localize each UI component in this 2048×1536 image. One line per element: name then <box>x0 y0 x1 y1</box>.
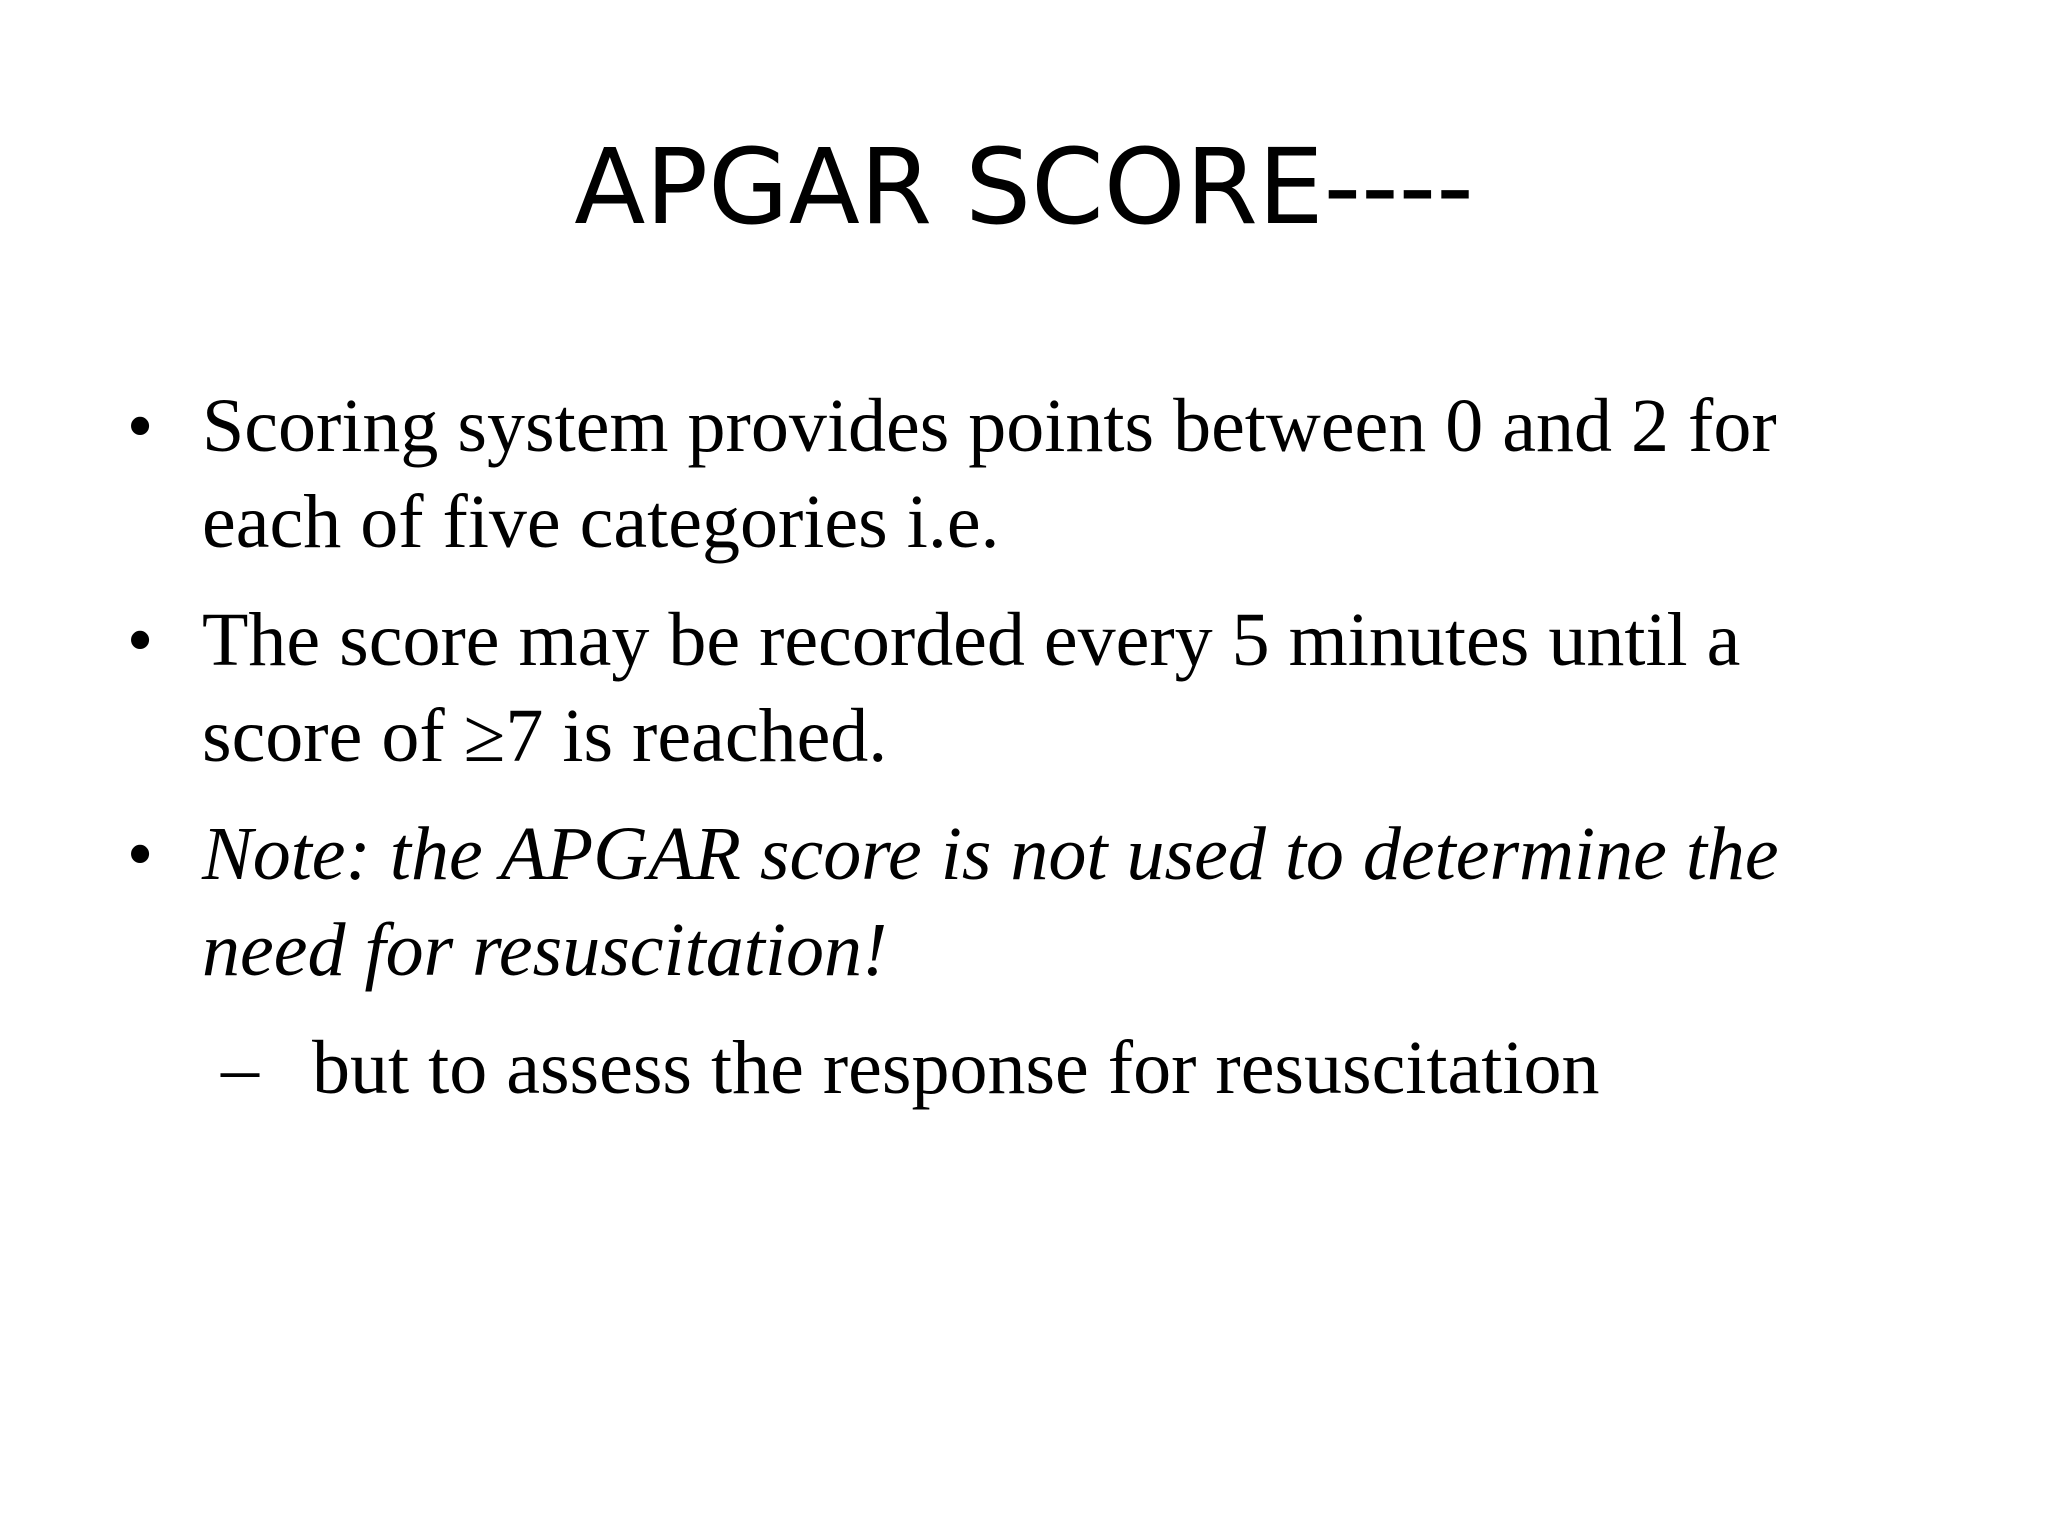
sub-bullet-marker: – <box>221 1026 259 1110</box>
sub-bullet-item <box>120 1020 1900 1116</box>
bullet-item <box>120 592 1900 784</box>
slide-title: APGAR SCORE---- <box>574 126 1474 248</box>
sub-bullet-text: but to assess the response for resuscitation <box>312 1026 1600 1110</box>
bullet-item <box>120 378 1900 570</box>
bullet-text: Scoring system provides points between 0 and 2 for each of five categories i.e. <box>202 384 1777 564</box>
bullet-text: Note: the APGAR score is not used to determine the need for resuscitation! <box>202 812 1779 992</box>
bullet-marker: • <box>126 812 154 896</box>
slide-body <box>120 378 1900 1116</box>
bullet-marker: • <box>126 598 154 682</box>
bullet-marker: • <box>126 384 154 468</box>
bullet-text: The score may be recorded every 5 minutes until a score of ≥7 is reached. <box>202 598 1741 778</box>
bullet-item-note <box>120 806 1900 998</box>
